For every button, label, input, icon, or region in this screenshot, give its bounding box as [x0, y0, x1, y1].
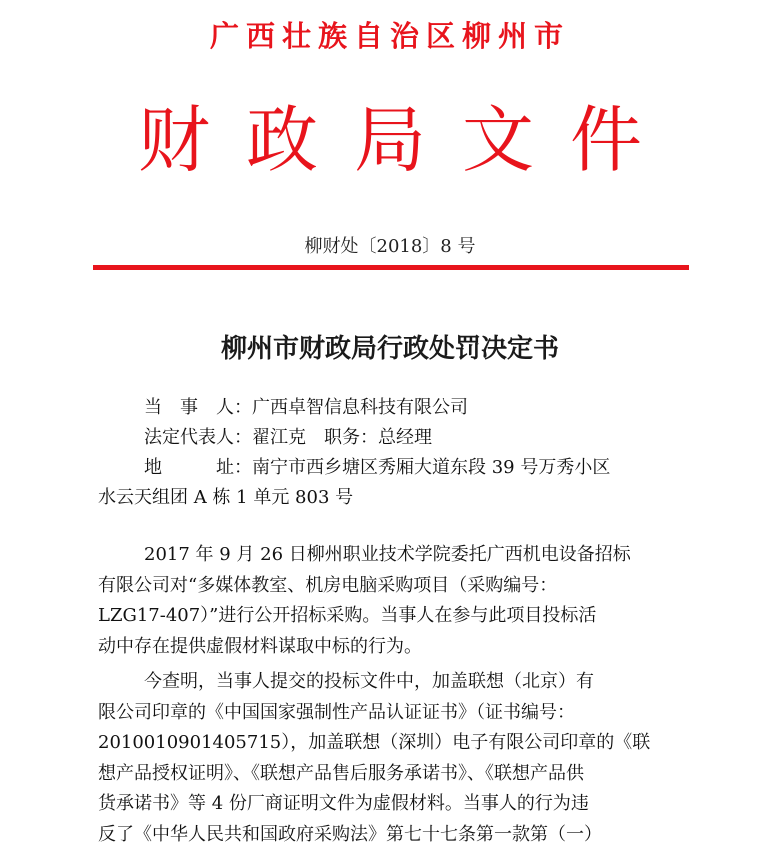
legal-rep-line: 法定代表人：翟江克 职务：总经理 [98, 423, 688, 453]
document-type-heading: 财政局文件 [0, 104, 780, 176]
text-line: 货承诺书》等 4 份厂商证明文件为虚假材料。当事人的行为违 [98, 789, 688, 820]
red-divider [93, 265, 689, 270]
document-title: 柳州市财政局行政处罚决定书 [0, 328, 780, 365]
text-line: 今查明，当事人提交的投标文件中，加盖联想（北京）有 [98, 667, 688, 698]
document-number: 柳财处〔2018〕8 号 [0, 232, 780, 258]
body-text [98, 540, 688, 850]
paragraph [98, 667, 688, 850]
address-line: 地 址：南宁市西乡塘区秀厢大道东段 39 号万秀小区 [98, 453, 688, 483]
text-line: 想产品授权证明》、《联想产品售后服务承诺书》、《联想产品供 [98, 759, 688, 790]
text-line: LZG17-407）”进行公开招标采购。当事人在参与此项目投标活 [98, 601, 688, 632]
text-line: 反了《中华人民共和国政府采购法》第七十七条第一款第（一） [98, 820, 688, 850]
issuer-name: 广西壮族自治区柳州市 [0, 14, 780, 55]
party-info [98, 393, 688, 513]
text-line: 有限公司对“多媒体教室、机房电脑采购项目（采购编号： [98, 571, 688, 602]
text-line: 2010010901405715），加盖联想（深圳）电子有限公司印章的《联 [98, 728, 688, 759]
text-line: 2017 年 9 月 26 日柳州职业技术学院委托广西机电设备招标 [98, 540, 688, 571]
party-name-line: 当 事 人：广西卓智信息科技有限公司 [98, 393, 688, 423]
text-line: 动中存在提供虚假材料谋取中标的行为。 [98, 632, 688, 663]
address-line-cont: 水云天组团 A 栋 1 单元 803 号 [98, 483, 688, 513]
text-line: 限公司印章的《中国国家强制性产品认证证书》（证书编号： [98, 698, 688, 729]
paragraph [98, 540, 688, 662]
